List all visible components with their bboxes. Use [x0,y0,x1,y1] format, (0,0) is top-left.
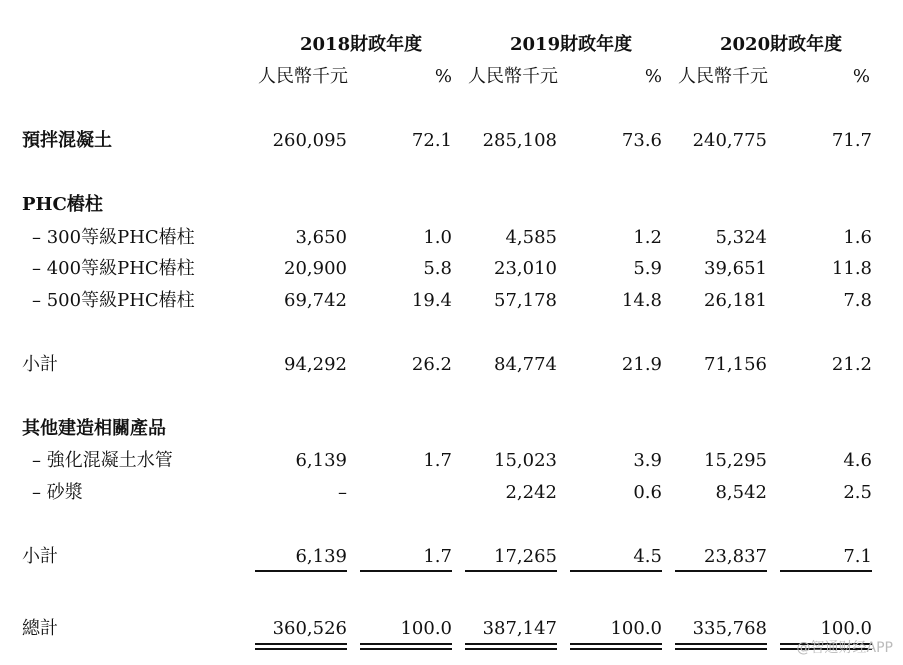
value-cell: 17,265 [494,546,557,567]
value-cell: 19.4 [411,290,452,311]
row-label-subtotal-other: 小計 [22,546,58,567]
value-cell: 71,156 [704,354,767,375]
value-cell: 72.1 [411,130,452,151]
pct-header-2020: % [852,66,870,87]
pct-header-2018: % [434,66,452,87]
value-cell: 100.0 [820,618,872,639]
watermark: @智通财经APP [796,640,893,656]
value-cell: 23,837 [704,546,767,567]
value-cell: 4.6 [843,450,872,471]
row-label-subtotal-phc: 小計 [22,354,58,375]
subtotal-rule [255,570,347,572]
value-cell: 39,651 [704,258,767,279]
value-cell: 4.5 [633,546,662,567]
value-cell: 2.5 [843,482,872,503]
value-cell: 3.9 [633,450,662,471]
value-cell: 100.0 [610,618,662,639]
row-label-phc-300: – 300等級PHC樁柱 [32,227,195,248]
value-cell: 240,775 [692,130,767,151]
value-cell: 20,900 [284,258,347,279]
value-cell: 71.7 [831,130,872,151]
row-label-phc-piles: PHC樁柱 [22,194,103,215]
value-cell: 23,010 [494,258,557,279]
value-cell: 73.6 [621,130,662,151]
row-label-mortar: – 砂漿 [32,482,83,503]
total-double-rule [465,648,557,650]
pct-header-2019: % [644,66,662,87]
value-cell: 11.8 [831,258,872,279]
year-header-2019: 2019財政年度 [510,34,633,55]
value-cell: 8,542 [715,482,767,503]
total-double-rule [675,648,767,650]
value-cell: 1.7 [423,450,452,471]
value-cell: 4,585 [505,227,557,248]
value-cell: 15,295 [704,450,767,471]
total-double-rule [255,643,347,645]
value-cell: 1.2 [633,227,662,248]
unit-header-2019: 人民幣千元 [468,66,558,87]
total-double-rule [570,643,662,645]
value-cell: 1.6 [843,227,872,248]
value-cell: 26.2 [411,354,452,375]
value-cell: 94,292 [284,354,347,375]
value-cell: – [338,482,347,503]
value-cell: 387,147 [482,618,557,639]
value-cell: 84,774 [494,354,557,375]
value-cell: 26,181 [704,290,767,311]
subtotal-rule [465,570,557,572]
total-double-rule [570,648,662,650]
value-cell: 1.7 [423,546,452,567]
value-cell: 6,139 [295,450,347,471]
subtotal-rule [675,570,767,572]
row-label-phc-500: – 500等級PHC樁柱 [32,290,195,311]
value-cell: 100.0 [400,618,452,639]
total-double-rule [360,648,452,650]
value-cell: 6,139 [295,546,347,567]
subtotal-rule [570,570,662,572]
value-cell: 21.9 [621,354,662,375]
total-double-rule [465,643,557,645]
value-cell: 15,023 [494,450,557,471]
value-cell: 335,768 [692,618,767,639]
value-cell: 69,742 [284,290,347,311]
year-header-2020: 2020財政年度 [720,34,843,55]
value-cell: 5.8 [423,258,452,279]
value-cell: 5,324 [715,227,767,248]
row-label-phc-400: – 400等級PHC樁柱 [32,258,195,279]
row-label-ready-mix-concrete: 預拌混凝土 [22,130,112,151]
value-cell: 7.1 [843,546,872,567]
value-cell: 360,526 [272,618,347,639]
year-header-2018: 2018財政年度 [300,34,423,55]
value-cell: 0.6 [633,482,662,503]
row-label-rc-pipes: – 強化混凝土水管 [32,450,173,471]
total-double-rule [675,643,767,645]
total-double-rule [255,648,347,650]
value-cell: 7.8 [843,290,872,311]
value-cell: 3,650 [295,227,347,248]
value-cell: 2,242 [505,482,557,503]
total-double-rule [360,643,452,645]
value-cell: 57,178 [494,290,557,311]
unit-header-2018: 人民幣千元 [258,66,348,87]
value-cell: 5.9 [633,258,662,279]
row-label-other-products: 其他建造相關產品 [22,418,166,439]
subtotal-rule [360,570,452,572]
value-cell: 14.8 [621,290,662,311]
unit-header-2020: 人民幣千元 [678,66,768,87]
row-label-total: 總計 [22,618,58,639]
value-cell: 285,108 [482,130,557,151]
value-cell: 260,095 [272,130,347,151]
value-cell: 21.2 [831,354,872,375]
subtotal-rule [780,570,872,572]
value-cell: 1.0 [423,227,452,248]
